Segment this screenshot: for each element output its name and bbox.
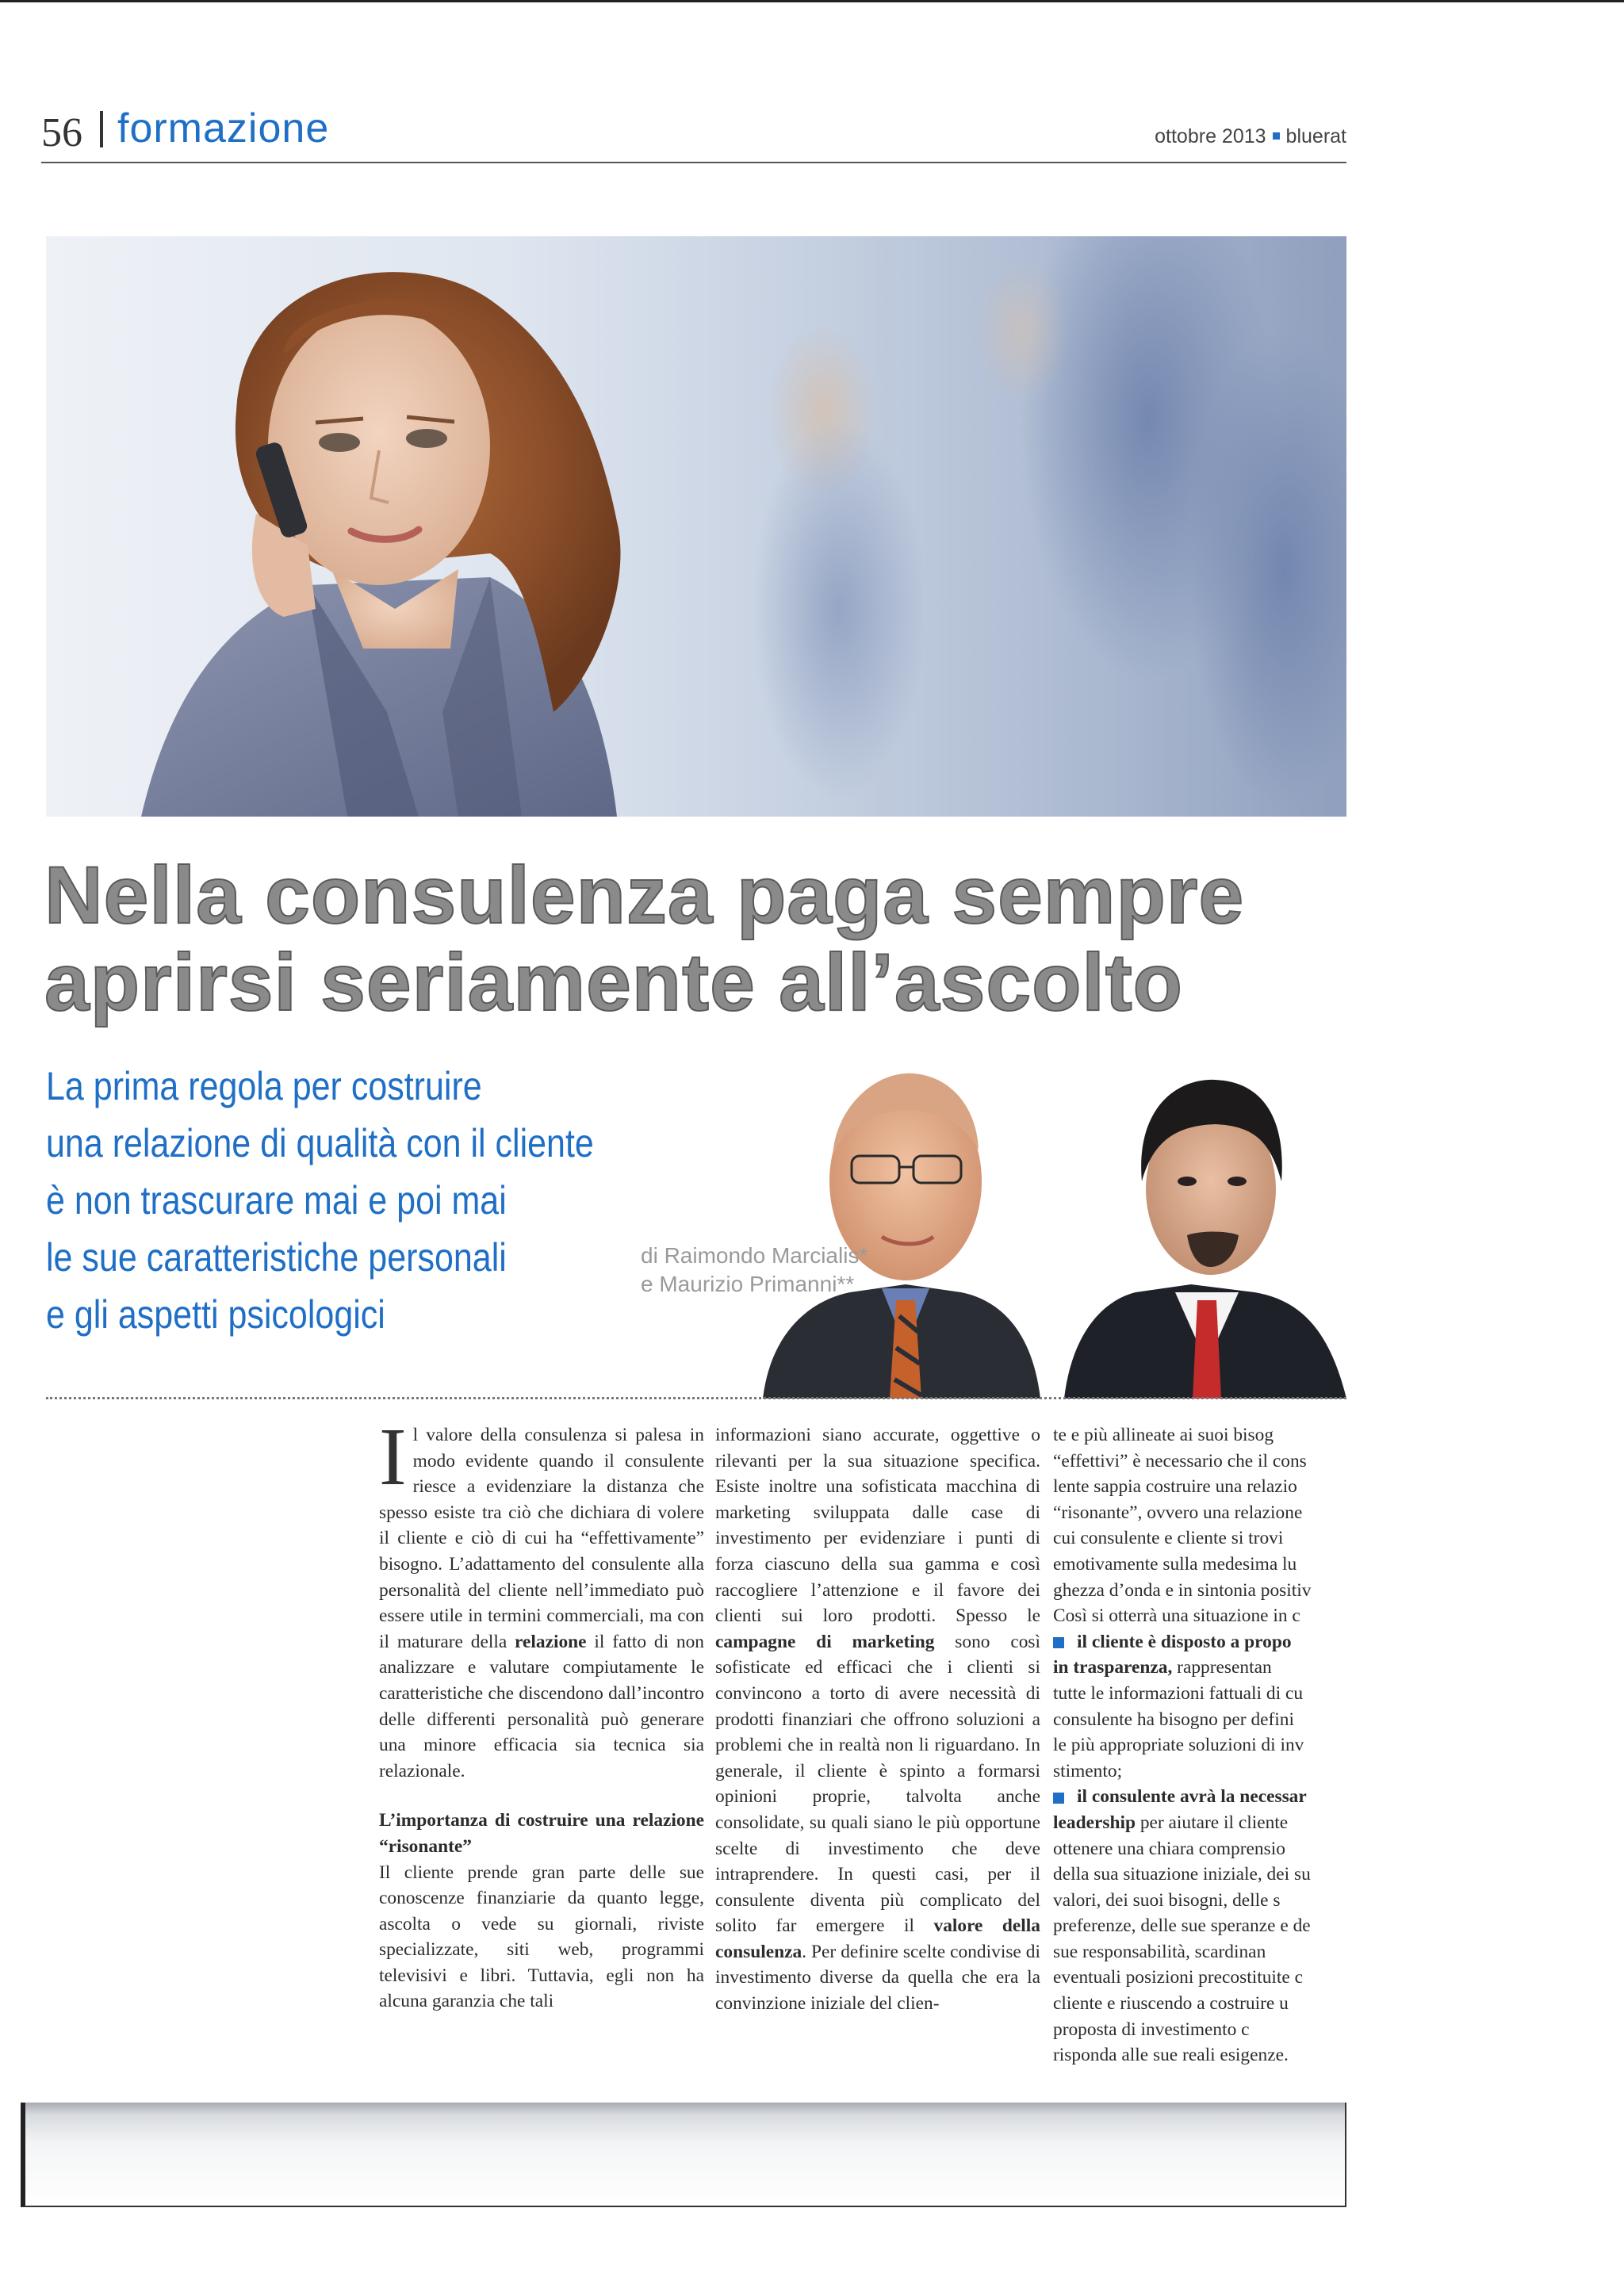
bullet-item: il consulente avrà la necessar (1053, 1784, 1348, 1810)
square-bullet-icon (1053, 1793, 1064, 1804)
article-column-1 (379, 1411, 704, 2015)
bottom-banner-frame (21, 2103, 1346, 2207)
square-bullet-icon (1273, 132, 1280, 140)
paragraph: informazioni siano accurate, oggettive o rilevanti per la sua situazione specifica. Esiste inoltre una sofisticata macchina di marketing sviluppata dalle case di investimento per evidenziare i punti di forza ciascuno della sua gamma e così raccogliere l’attenzione e il favore dei clienti sui loro prodotti. Spesso le campagne di marketing sono così sofisticate ed efficaci che i clienti si convincono a torto di avere necessità di prodotti finanziari che offrono soluzioni a problemi che in realtà non li riguardano. In generale, il cliente è spinto a formarsi opinioni proprie, talvolta anche consolidate, su quali siano le più opportune scelte di investimento che deve intraprendere. In questi casi, per il consulente diventa più complicato del solito far emergere il valore della consulenza. Per definire scelte condivise di investimento diverse da quella che era la convinzione iniziale del clien- (715, 1425, 1041, 2015)
article-column-2 (715, 1422, 1040, 2017)
square-bullet-icon (1053, 1637, 1064, 1648)
page-number: 56 (41, 110, 82, 155)
standfirst-line-3: è non trascurare mai e poi mai (46, 1178, 507, 1223)
standfirst-line-4: le sue caratteristiche personali (46, 1235, 507, 1280)
standfirst-line-2: una relazione di qualità con il cliente (46, 1121, 594, 1165)
magazine-name: bluerat (1285, 125, 1346, 147)
article-subhead: L’importanza di costruire una relazione “risonante” (379, 1810, 704, 1857)
author-2: e Maurizio Primanni** (641, 1272, 855, 1296)
hero-photo (46, 236, 1346, 817)
byline (641, 1242, 868, 1299)
author-1: di Raimondo Marcialis* (641, 1243, 868, 1268)
bullet-item: il cliente è disposto a propo (1053, 1629, 1348, 1655)
headline-line-1: Nella consulenza paga sempre (44, 850, 1245, 940)
header-separator (100, 111, 103, 147)
standfirst-line-5: e gli aspetti psicologici (46, 1292, 385, 1337)
headline-line-2: aprirsi seriamente all’ascolto (44, 937, 1183, 1027)
paragraph: Il valore della consulenza si palesa in modo evidente quando il consulente riesce a evidenziare la distanza che spesso esiste tra ciò che dichiara di volere il cliente e ciò di cui ha “effettivamente” bisogno. L’adattamento del consulente alla personalità del cliente nell’immediato può essere utile in termini commerciali, ma con il maturare della relazione il fatto di non analizzare e valutare compiutamente le caratteristiche che discendono dall’incontro delle differenti personalità può generare una minore efficacia sia tecnica sia relazionale. (379, 1411, 704, 1781)
standfirst (46, 1058, 680, 1343)
running-header (41, 103, 1346, 163)
section-title: formazione (117, 105, 330, 151)
issue-date: ottobre 2013 (1155, 125, 1266, 147)
scan-top-edge (0, 0, 1624, 2)
article-column-3: te e più allineate ai suoi bisog “effettivi” è necessario che il cons lente sappia costruire una relazio “risonante”, ovvero una relazione cui consulente e cliente si trovi emotivamente sulla medesima lu ghezza d’onda e in sintonia positiv Così si otterrà una situazione in c il cliente è disposto a propo in trasparenza, rappresentan tutte le informazioni fattuali di cu consulente ha bisogno per defini le più appropriate soluzioni di inv stimento; il consulente avrà la necessar leadership per aiutare il cliente ottenere una chiara comprensio della sua situazione iniziale, dei su valori, dei suoi bisogni, delle s preferenze, delle sue speranze e de sue responsabilità, scardinan eventuali posizioni precostituite c cliente e riuscendo a costruire u proposta di investimento c risponda alle sue reali esigenze. (1053, 1422, 1348, 2068)
article-headline (44, 851, 1361, 1026)
authors-photo (763, 1062, 1346, 1399)
standfirst-line-1: La prima regola per costruire (46, 1064, 482, 1108)
paragraph: Il cliente prende gran parte delle sue conoscenze finanziarie da quanto legge, ascolta o vede su giornali, riviste specializzate, siti web, programmi televisivi e libri. Tuttavia, egli non ha alcuna garanzia che tali (379, 1862, 704, 2012)
spacer (379, 1784, 704, 1808)
drop-cap: I (379, 1411, 407, 1502)
dotted-divider (46, 1397, 1346, 1399)
issue-info (1155, 125, 1346, 148)
